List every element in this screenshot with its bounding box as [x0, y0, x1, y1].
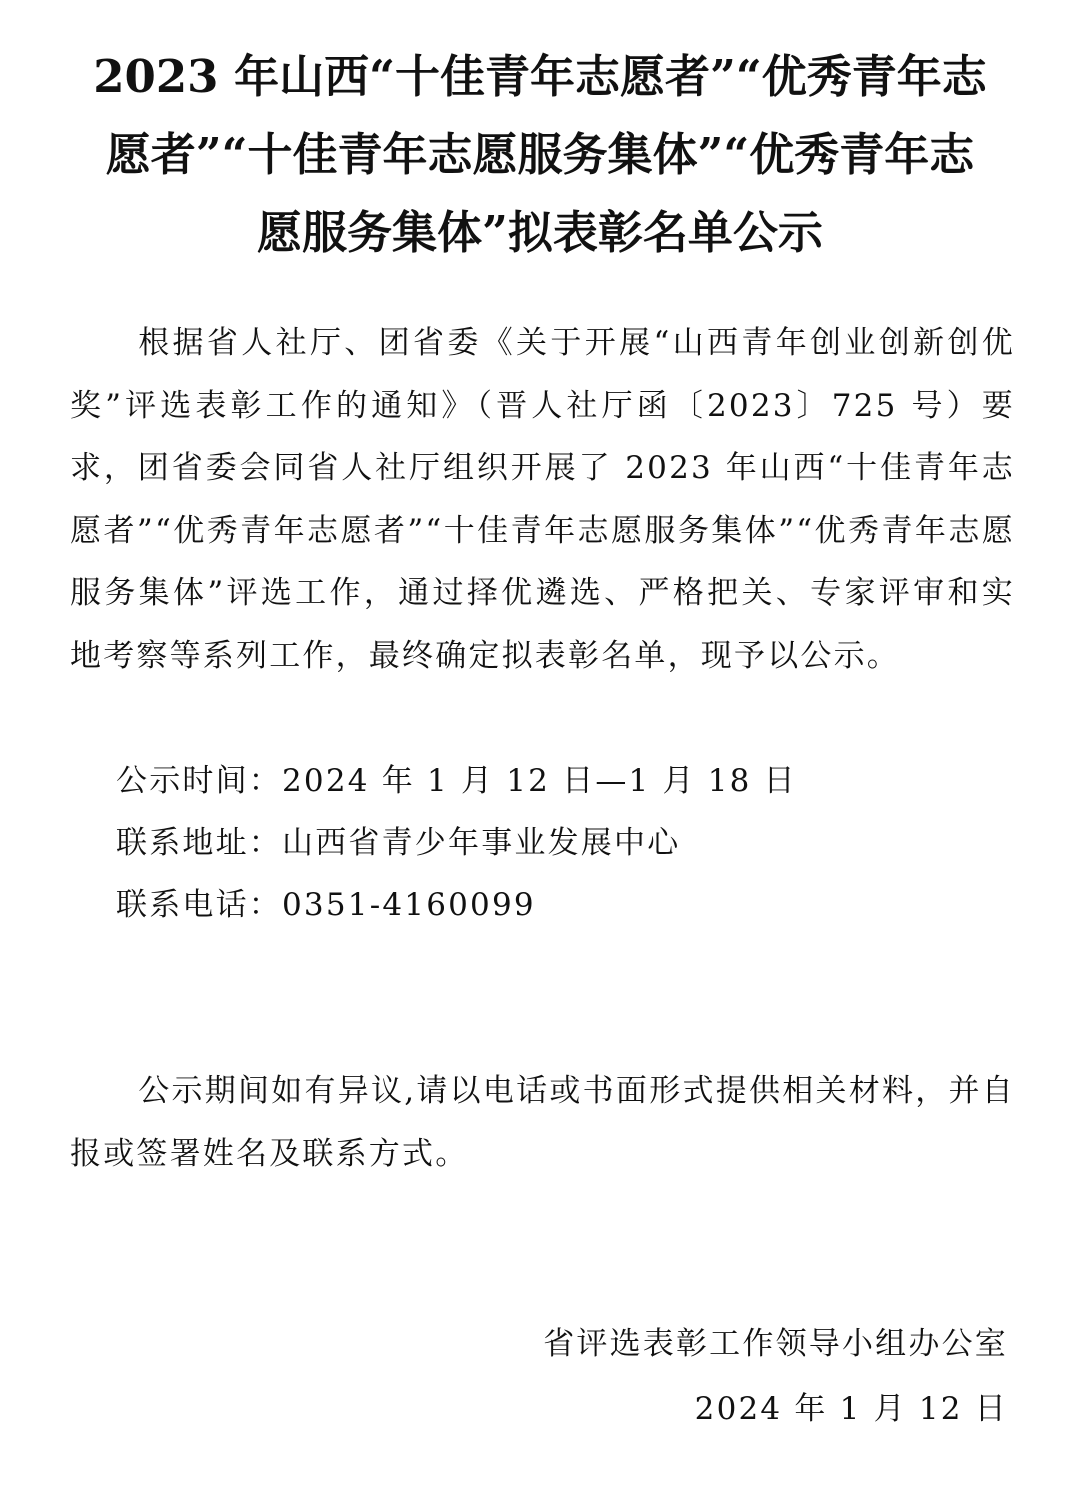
signature-date: 2024 年 1 月 12 日: [694, 1391, 1008, 1427]
title-line: 愿者”“十佳青年志愿服务集体”“优秀青年志: [105, 128, 975, 181]
title-line: 愿服务集体”拟表彰名单公示: [257, 206, 823, 259]
intro-section: [70, 312, 1015, 687]
objection-paragraph: 公示期间如有异议,请以电话或书面形式提供相关材料，并自报或签署姓名及联系方式。: [70, 1073, 1015, 1172]
document-title: [60, 38, 1020, 272]
title-line: 2023 年山西“十佳青年志愿者”“优秀青年志: [93, 50, 987, 103]
contact-phone: 联系电话：0351-4160099: [116, 887, 536, 923]
intro-paragraph: 根据省人社厅、团省委《关于开展“山西青年创业创新创优奖”评选表彰工作的通知》（晋人社厅函〔2023〕725 号）要求，团省委会同省人社厅组织开展了 2023 年山西“十佳青年志愿者”“优秀青年志愿者”“十佳青年志愿服务集体”“优秀青年志愿服务集体”评选工作，通过择优遴选、严格把关、专家评审和实地考察等系列工作，最终确定拟表彰名单，现予以公示。: [70, 325, 1015, 674]
contact-address: 联系地址：山西省青少年事业发展中心: [116, 825, 681, 861]
objection-section: [70, 1060, 1015, 1185]
signature-organization: 省评选表彰工作领导小组办公室: [543, 1326, 1008, 1362]
publicity-period: 公示时间：2024 年 1 月 12 日—1 月 18 日: [116, 763, 797, 799]
